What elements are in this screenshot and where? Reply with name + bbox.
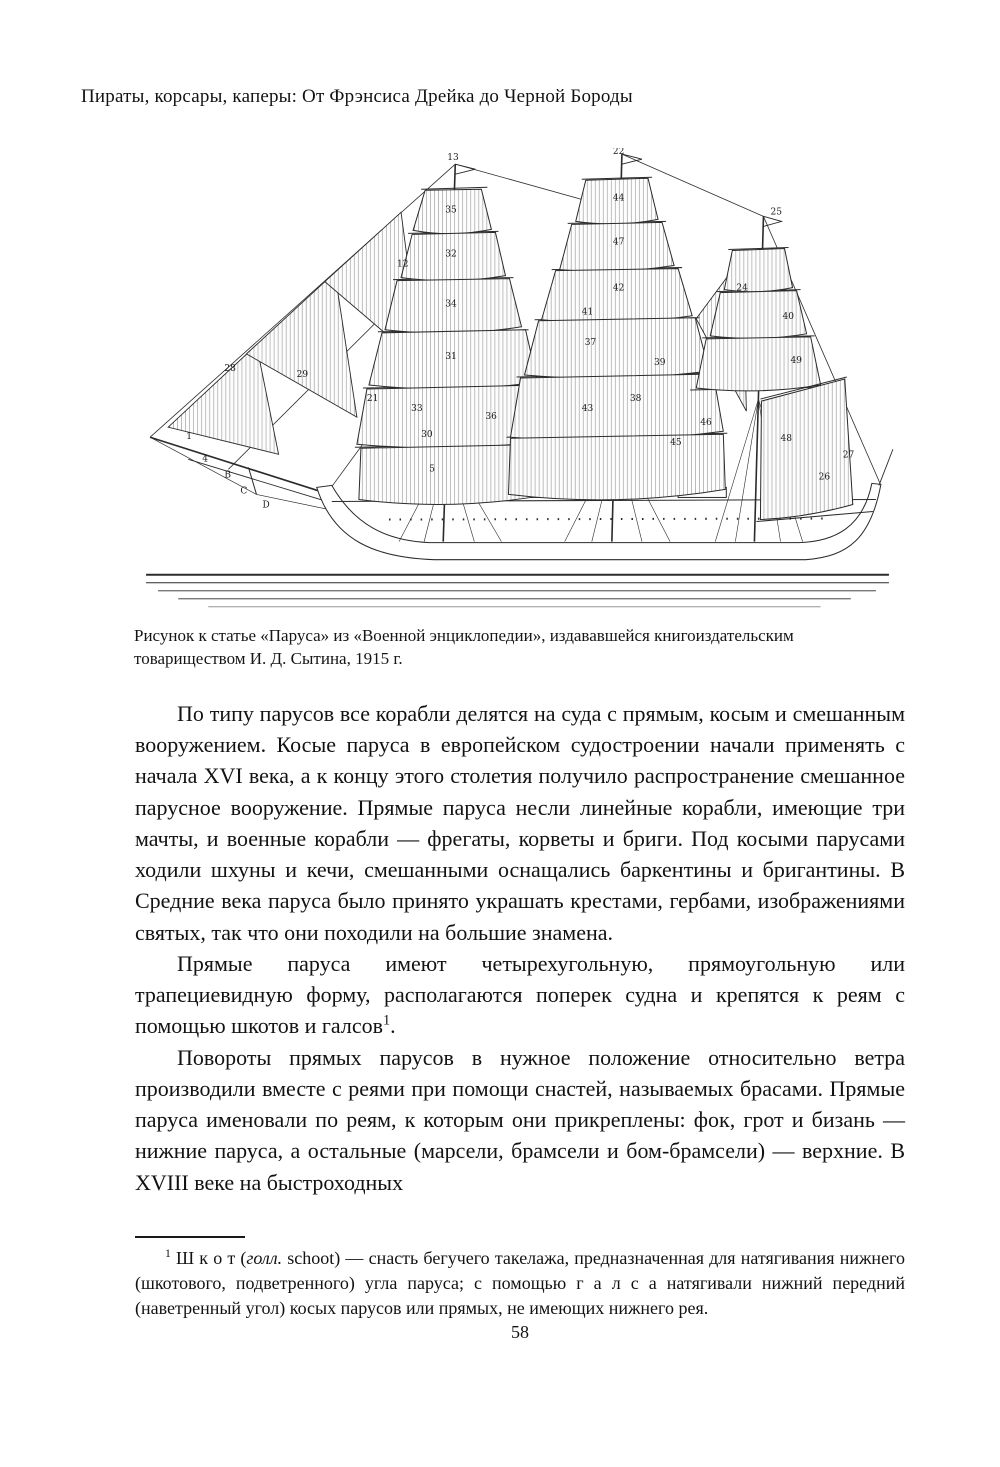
svg-text:40: 40 [782, 311, 795, 322]
ship-engraving-illustration [128, 148, 906, 615]
svg-text:13: 13 [447, 153, 459, 164]
svg-text:25: 25 [770, 207, 782, 218]
svg-text:21: 21 [366, 394, 379, 405]
svg-text:43: 43 [581, 404, 594, 415]
svg-text:C: C [240, 486, 248, 497]
footnote-term: Ш к о т ( [170, 1248, 247, 1268]
svg-text:42: 42 [612, 283, 625, 294]
svg-text:46: 46 [700, 418, 712, 429]
svg-text:44: 44 [612, 193, 625, 204]
svg-text:5: 5 [429, 464, 435, 475]
svg-text:12: 12 [397, 259, 409, 270]
svg-text:1: 1 [186, 432, 192, 443]
paragraph-2-text: Прямые паруса имеют четырехугольную, прямоугольную или трапециевидную форму, располагаются поперек судна и крепятся к реям с помощью шкотов и галсов [135, 950, 905, 1039]
svg-text:39: 39 [654, 357, 666, 368]
footnote-reference-mark: 1 [383, 1013, 391, 1030]
svg-text:49: 49 [790, 355, 803, 366]
svg-text:D: D [262, 500, 270, 511]
paragraph-2-after: . [390, 1013, 396, 1039]
paragraph-3: Повороты прямых парусов в нужное положение относительно ветра производили вместе с реями при помощи снастей, называемых брасами. Прямые паруса именовали по реям, к которым они прикреплены: фок, грот и бизань — нижние паруса, а остальные (марсели, брамсели и бом-брамсели) — верхние. В XVIII веке на быстроходных [135, 1044, 905, 1195]
footnote-separator [135, 1236, 245, 1238]
footnote [135, 1246, 905, 1321]
footnote-language-label: голл. [246, 1248, 283, 1268]
svg-text:32: 32 [445, 249, 457, 260]
svg-text:26: 26 [818, 472, 831, 483]
svg-text:30: 30 [421, 430, 433, 441]
svg-text:38: 38 [629, 394, 642, 405]
svg-text:34: 34 [445, 299, 457, 310]
svg-text:47: 47 [612, 237, 625, 248]
paragraph-1: По типу парусов все корабли делятся на суда с прямым, косым и смешанным вооружением. Косые паруса в европейском судостроении начали применять с начала XVI века, а к концу этого столетия получило распространение смешанное парусное вооружение. Прямые паруса несли линейные корабли, имеющие три мачты, и военные корабли — фрегаты, корветы и бриги. Под косыми парусами ходили шхуны и кечи, смешанными оснащались баркентины и бригантины. В Средние века паруса было принято украшать крестами, гербами, изображениями святых, так что они походили на большие знамена. [135, 701, 905, 945]
ship-figure [128, 148, 906, 671]
svg-text:29: 29 [296, 369, 309, 380]
svg-text:4: 4 [202, 454, 209, 465]
svg-text:31: 31 [445, 351, 457, 362]
body-text [135, 698, 905, 1198]
footnote-text: schoot) — снасть бегучего такелажа, предназначенная для натягивания нижнего (шкотового, подветренного) угла паруса; с помощью г а л с а натягивали нижний передний (наветренный угол) косых парусов или прямых, не имеющих нижнего рея. [135, 1248, 905, 1319]
svg-text:33: 33 [411, 404, 423, 415]
svg-text:36: 36 [485, 412, 497, 423]
svg-text:37: 37 [584, 337, 597, 348]
footnote-marker: 1 [165, 1247, 171, 1260]
svg-text:B: B [224, 470, 232, 481]
svg-text:41: 41 [581, 307, 594, 318]
svg-text:48: 48 [780, 434, 793, 445]
svg-text:35: 35 [445, 205, 457, 216]
svg-text:27: 27 [842, 450, 855, 461]
paragraph-2 [135, 948, 905, 1042]
svg-text:45: 45 [670, 438, 682, 449]
running-header: Пираты, корсары, каперы: От Фрэнсиса Дрейка до Черной Бороды [81, 86, 633, 107]
page-number: 58 [511, 1322, 529, 1342]
svg-text:22: 22 [612, 148, 625, 158]
svg-text:24: 24 [736, 283, 748, 294]
figure-caption: Рисунок к статье «Паруса» из «Военной энциклопедии», издававшейся книгоиздательским товариществом И. Д. Сытина, 1915 г. [134, 626, 794, 668]
svg-text:28: 28 [224, 363, 236, 374]
